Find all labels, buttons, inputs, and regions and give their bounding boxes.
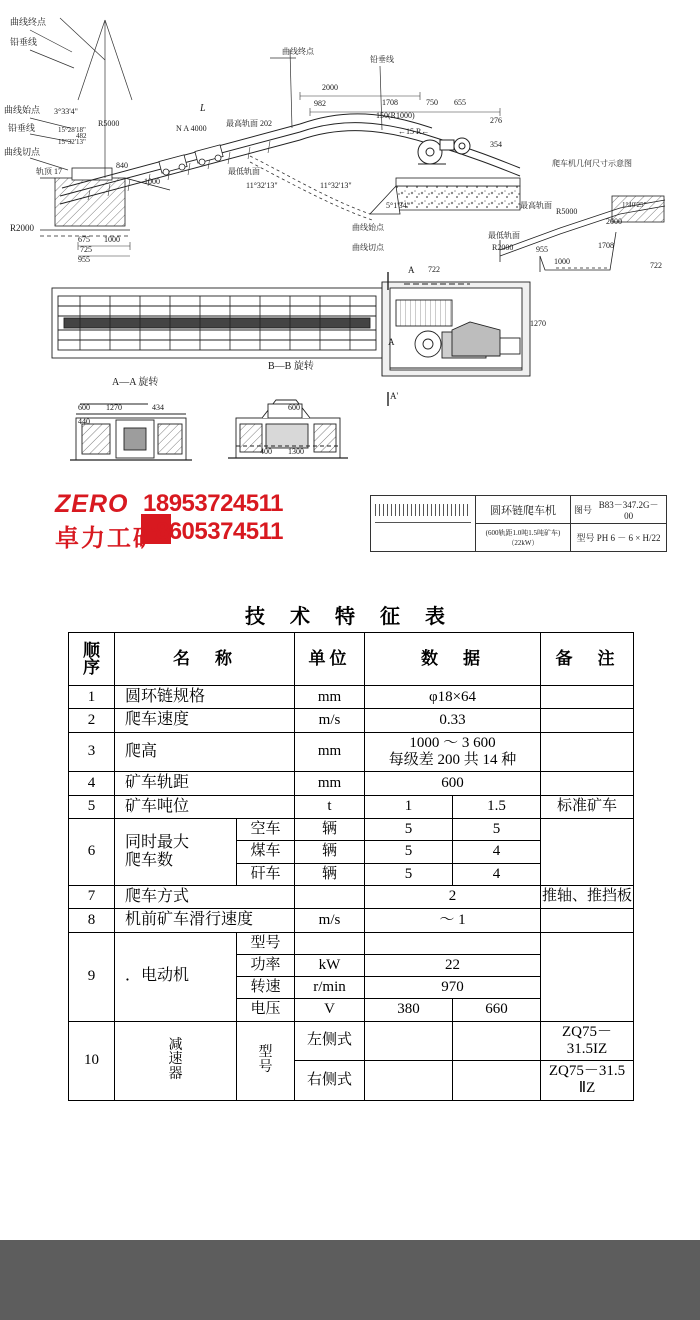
- row6-sub2-unit: 辆: [295, 841, 365, 863]
- spec-header-unit: 单位: [295, 633, 365, 686]
- table-row: [69, 732, 634, 772]
- dwg-label-curve-tangent-left: 曲线切点: [4, 147, 41, 157]
- row5-data-b: 1.5: [453, 795, 541, 818]
- row7-no: 7: [69, 885, 115, 908]
- title-block-symbol-cell: [371, 496, 476, 551]
- dwg-label-plumb-left-1: 铅垂线: [10, 37, 38, 47]
- row1-data: φ18×64: [365, 686, 541, 709]
- dwg-dim-202: 202: [260, 119, 272, 128]
- row5-note: 标准矿车: [541, 795, 634, 818]
- row9-sub1-unit: [295, 932, 365, 954]
- title-block-product-name: 圆环链爬车机: [476, 496, 570, 524]
- spec-header-note: 备 注: [541, 633, 634, 686]
- logo-company-name: 卓力工矿: [55, 526, 159, 552]
- row9-sub4-b: 660: [453, 999, 541, 1021]
- dwg-dim-2000: 2000: [322, 83, 338, 92]
- title-block-spec-note: (600轨距1.0吨1.5吨矿车)（22kW）: [485, 528, 561, 547]
- row9-sub4-a: 380: [365, 999, 453, 1021]
- row6-name-line1: 同时最大: [125, 833, 190, 851]
- dwg-dim-725: 725: [80, 245, 92, 254]
- row6-sub1-unit: 辆: [295, 819, 365, 841]
- row10-sub1-blank: [365, 1021, 453, 1061]
- row10-sub1-blank2: [453, 1021, 541, 1061]
- row9-sub2-data: 22: [365, 954, 541, 976]
- row10-name-2: 型 号: [237, 1021, 295, 1100]
- drawing-title-block: [370, 495, 667, 552]
- row6-sub3-b: 4: [453, 863, 541, 885]
- dwg-label-r2000-left: R2000: [10, 223, 35, 233]
- row2-data: 0.33: [365, 709, 541, 732]
- dwg-dim-600-bb: 600: [288, 403, 300, 412]
- row1-no: 1: [69, 686, 115, 709]
- dwg-angle-4: 3°33'4": [54, 107, 78, 116]
- dwg-dim-955-right: 955: [536, 245, 548, 254]
- dwg-angle-right: 1°40'25": [622, 201, 647, 209]
- row5-no: 5: [69, 795, 115, 818]
- dwg-dim-1708: 1708: [382, 98, 398, 107]
- row9-sub3-label: 转速: [237, 977, 295, 999]
- row7-note: 推轴、推挡板: [541, 885, 634, 908]
- dwg-dim-750: 750: [426, 98, 438, 107]
- dwg-dim-1270-aa: 1270: [106, 403, 122, 412]
- title-block-drawing-no-value: B83－347.2G－00: [598, 500, 659, 521]
- row6-sub2-label: 煤车: [237, 841, 295, 863]
- dwg-label-curve-end-mid: 曲线终点: [282, 47, 314, 56]
- row8-unit: m/s: [295, 909, 365, 932]
- row7-data: 2: [365, 885, 541, 908]
- dwg-dim-722-right: 722: [650, 261, 662, 270]
- row6-note: [541, 819, 634, 886]
- phone-number-2: 18605374511: [143, 518, 283, 545]
- dwg-view-bb: B—B 旋转: [268, 361, 314, 372]
- watermark-logo-block: [55, 490, 355, 552]
- logo-zero-text: ZERO: [55, 490, 129, 518]
- row10-sub1-label: 左侧式: [295, 1021, 365, 1061]
- row7-name: 爬车方式: [115, 885, 295, 908]
- dwg-dim-354: 354: [490, 140, 502, 149]
- row6-sub3-a: 5: [365, 863, 453, 885]
- dwg-dim-840: 840: [116, 161, 128, 170]
- row1-note: [541, 686, 634, 709]
- dwg-label-railtop: 轨顶 17: [36, 167, 62, 176]
- dwg-label-highest-rail-right: 最高轨面: [520, 201, 552, 210]
- row6-name-line2: 爬车数: [125, 851, 174, 869]
- row9-name: ．电动机: [115, 932, 237, 1021]
- row5-data-a: 1: [365, 795, 453, 818]
- dwg-dim-na4000: N A 4000: [176, 124, 207, 133]
- row6-no: 6: [69, 819, 115, 886]
- dwg-angle-3: 5°1'34": [386, 201, 410, 210]
- title-block-model-label: 型号: [576, 533, 595, 543]
- title-block-name-cell: [476, 496, 571, 551]
- row8-name: 机前矿车滑行速度: [115, 909, 295, 932]
- dwg-dim-2000-right: 2000: [606, 217, 622, 226]
- spec-table-title: 技 术 特 征 表: [245, 606, 455, 628]
- spec-table: [68, 632, 634, 1101]
- row9-no: 9: [69, 932, 115, 1021]
- dwg-section-mark-a2: A: [388, 337, 395, 347]
- dwg-dim-482: 482: [76, 132, 87, 140]
- row3-no: 3: [69, 732, 115, 772]
- dwg-label-lowest-rail-right: 最低轨面: [488, 231, 520, 240]
- spec-header-name: 名 称: [115, 633, 295, 686]
- table-row: [69, 709, 634, 732]
- dwg-dim-400-bb: 400: [260, 447, 272, 456]
- dwg-dim-655: 655: [454, 98, 466, 107]
- phone-number-1: 18953724511: [143, 490, 283, 517]
- title-block-number-cell: [571, 496, 666, 551]
- row8-note: [541, 909, 634, 932]
- spec-table-wrapper: [68, 632, 633, 1101]
- row10-sub2-label: 右侧式: [295, 1061, 365, 1101]
- dwg-dim-982: 982: [314, 99, 326, 108]
- bottom-gray-bar: [0, 1240, 700, 1320]
- row2-note: [541, 709, 634, 732]
- row3-data-line2: 每级差 200 共 14 种: [388, 752, 517, 769]
- title-block-hatch: [375, 504, 471, 516]
- row3-data-line1: 1000 ～ 3 600: [409, 734, 496, 751]
- dwg-dim-434-aa: 434: [152, 403, 164, 412]
- dwg-dim-675: 675: [78, 235, 90, 244]
- table-row: [69, 885, 634, 908]
- row5-unit: t: [295, 795, 365, 818]
- row4-no: 4: [69, 772, 115, 795]
- row9-sub1-label: 型号: [237, 932, 295, 954]
- row10-no: 10: [69, 1021, 115, 1100]
- row9-sub4-unit: V: [295, 999, 365, 1021]
- row1-name: 圆环链规格: [115, 686, 295, 709]
- row6-sub2-b: 4: [453, 841, 541, 863]
- dwg-angle-6: 15°32'13": [58, 138, 86, 146]
- title-block-line: [375, 522, 471, 523]
- row9-sub3-data: 970: [365, 977, 541, 999]
- table-row: [69, 932, 634, 954]
- row9-note: [541, 932, 634, 1021]
- dwg-dim-150-r1000: 150(R1000): [376, 111, 415, 120]
- row2-name: 爬车速度: [115, 709, 295, 732]
- row6-sub3-label: 矸车: [237, 863, 295, 885]
- dwg-dim-1000-right: 1000: [554, 257, 570, 266]
- row6-name: [115, 819, 237, 886]
- dwg-label-curve-end-left: 曲线终点: [10, 17, 47, 27]
- table-row: [69, 909, 634, 932]
- spec-header-seq: 顺 序: [69, 633, 115, 686]
- dwg-label-lowest-rail-mid: 最低轨面: [228, 167, 260, 176]
- dwg-dim-955: 955: [78, 255, 90, 264]
- dwg-dim-722-plan: 722: [428, 265, 440, 274]
- table-row: [69, 772, 634, 795]
- dwg-label-highest-rail-mid: 最高轨面: [226, 119, 258, 128]
- row6-sub2-a: 5: [365, 841, 453, 863]
- row6-sub3-unit: 辆: [295, 863, 365, 885]
- dwg-dim-r2000-right: R2000: [492, 243, 514, 252]
- row4-name: 矿车轨距: [115, 772, 295, 795]
- row3-unit: mm: [295, 732, 365, 772]
- dwg-dim-1000b: 1000: [104, 235, 120, 244]
- row4-unit: mm: [295, 772, 365, 795]
- dwg-label-curve-start-left: 曲线始点: [4, 105, 41, 115]
- dwg-label-plumb-mid: 铅垂线: [370, 55, 394, 64]
- dwg-dim-1000: 1000: [144, 177, 160, 186]
- row4-note: [541, 772, 634, 795]
- dwg-label-curve-tangent-mid: 曲线切点: [352, 243, 384, 252]
- row2-no: 2: [69, 709, 115, 732]
- dwg-dim-440-aa: 440: [78, 417, 90, 426]
- spec-table-header-row: [69, 633, 634, 686]
- row6-sub1-b: 5: [453, 819, 541, 841]
- table-row: [69, 686, 634, 709]
- row8-no: 8: [69, 909, 115, 932]
- dwg-dim-1300-bb: 1300: [288, 447, 304, 456]
- dwg-section-mark-a-prime: A': [390, 391, 399, 401]
- row3-data-cell: [365, 732, 541, 772]
- row9-sub3-unit: r/min: [295, 977, 365, 999]
- row2-unit: m/s: [295, 709, 365, 732]
- row1-unit: mm: [295, 686, 365, 709]
- dwg-label-plumb-left-2: 铅垂线: [8, 123, 36, 133]
- row9-sub2-unit: kW: [295, 954, 365, 976]
- title-block-drawing-no-row: [571, 496, 666, 524]
- table-row: [69, 819, 634, 841]
- row10-name-1: 减 速 器: [115, 1021, 237, 1100]
- row8-data: ～ 1: [365, 909, 541, 932]
- dwg-dim-276: 276: [490, 116, 502, 125]
- dwg-dim-600-aa: 600: [78, 403, 90, 412]
- row9-sub1-data: [365, 932, 541, 954]
- table-row: [69, 1021, 634, 1061]
- dwg-dim-1270-plan: 1270: [530, 319, 546, 328]
- spec-header-data: 数 据: [365, 633, 541, 686]
- title-block-drawing-no-label: 图号: [574, 505, 593, 515]
- row4-data: 600: [365, 772, 541, 795]
- row10-sub2-blank: [365, 1061, 453, 1101]
- dwg-label-geometry-note: 爬车机几何尺寸示意图: [552, 159, 632, 168]
- row3-name: 爬高: [115, 732, 295, 772]
- row10-sub1-note: ZQ75－31.5IZ: [541, 1021, 634, 1061]
- dwg-dim-r5000-right: R5000: [556, 207, 578, 216]
- row5-name: 矿车吨位: [115, 795, 295, 818]
- title-block-model-row: [571, 524, 666, 551]
- row6-sub1-label: 空车: [237, 819, 295, 841]
- dwg-angle-2: 11°32'13": [320, 181, 352, 190]
- dwg-angle-5: 15°28'18": [58, 126, 86, 134]
- dwg-dim-r5000: R5000: [98, 119, 120, 128]
- row7-unit: [295, 885, 365, 908]
- dwg-view-aa: A—A 旋转: [112, 377, 159, 388]
- dwg-angle-1: 11°32'13": [246, 181, 278, 190]
- dwg-section-mark-a: A: [408, 265, 415, 275]
- row9-sub2-label: 功率: [237, 954, 295, 976]
- dwg-dim-1708-right: 1708: [598, 241, 614, 250]
- title-block-model-value: PH 6 － 6 × H/22: [596, 533, 661, 543]
- table-row: [69, 795, 634, 818]
- dwg-label-curve-start-mid: 曲线始点: [352, 223, 384, 232]
- row10-sub2-note: ZQ75－31.5 ⅡZ: [541, 1061, 634, 1101]
- row10-sub2-blank2: [453, 1061, 541, 1101]
- row6-sub1-a: 5: [365, 819, 453, 841]
- row3-note: [541, 732, 634, 772]
- dwg-dim-L: L: [200, 103, 206, 114]
- dwg-dim-15r: ←15 R←: [398, 127, 430, 136]
- row9-sub4-label: 电压: [237, 999, 295, 1021]
